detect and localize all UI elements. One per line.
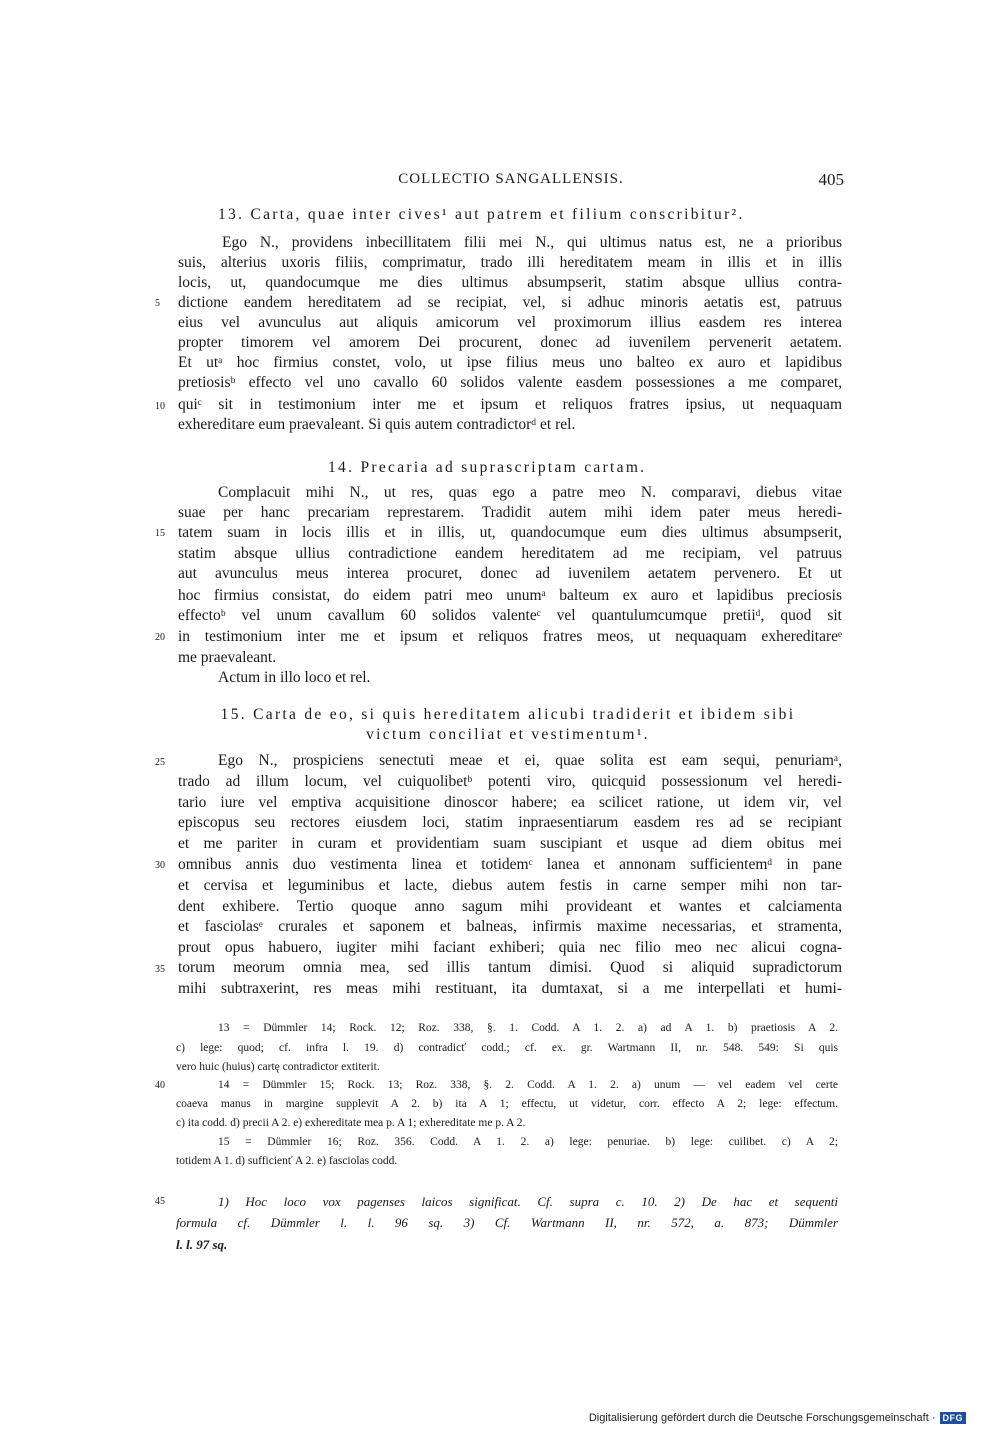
text-line: dent exhibere. Tertio quoque anno sagum mihi provideant et wantes et calciamenta bbox=[178, 898, 842, 915]
section-14-title: 14. Precaria ad suprascriptam cartam. bbox=[328, 459, 647, 476]
text-line: eius vel avunculus aut aliquis amicorum vel proximorum illius easdem res interea bbox=[178, 314, 842, 331]
apparatus-line: c) ita codd. d) precii A 2. e) exhereditate mea p. A 1; exhereditate me p. A 2. bbox=[176, 1117, 526, 1129]
line-number: 30 bbox=[155, 860, 165, 871]
section-15-title-cont: victum conciliat et vestimentum¹. bbox=[366, 726, 650, 743]
text-line: Actum in illo loco et rel. bbox=[218, 669, 371, 686]
note-line: formula cf. Dümmler l. l. 96 sq. 3) Cf. Wartmann II, nr. 572, a. 873; Dümmler bbox=[176, 1215, 838, 1230]
line-number: 45 bbox=[155, 1196, 165, 1207]
apparatus-line: 13 = Dümmler 14; Rock. 12; Roz. 338, §. 1. Codd. A 1. 2. a) ad A 1. b) praetiosis A 2. bbox=[218, 1022, 838, 1034]
running-header bbox=[176, 171, 846, 193]
text-line: et fasciolasᵉ crurales et saponem et balneas, infirmis maxime necessarias, et stramenta, bbox=[178, 918, 842, 935]
line-number: 15 bbox=[155, 528, 165, 539]
text-line: omnibus annis duo vestimenta linea et totidemᶜ lanea et annonam sufficientemᵈ in pane bbox=[178, 856, 842, 873]
section-15-title: 15. Carta de eo, si quis hereditatem alicubi tradiderit et ibidem sibi bbox=[220, 706, 796, 723]
apparatus-line: 14 = Dümmler 15; Rock. 13; Roz. 338, §. 2. Codd. A 1. 2. a) unum — vel eadem vel certe bbox=[218, 1079, 838, 1091]
text-line: Ego N., providens inbecillitatem filii mei N., qui ultimus natus est, ne a prioribus bbox=[222, 234, 842, 251]
text-line: tatem suam in locis illis et in illis, ut, quandocumque eum dies ultimus absumpserit, bbox=[178, 524, 842, 541]
text-line: aut avunculus meus interea procuret, donec ad iuvenilem aetatem pervenero. Et ut bbox=[178, 565, 842, 582]
text-line: episcopus seu rectores eiusdem loci, statim inpraesentiarum easdem res ad se recipiant bbox=[178, 814, 842, 831]
line-number: 40 bbox=[155, 1080, 165, 1091]
text-line: effectoᵇ vel unum cavallum 60 solidos valenteᶜ vel quantulumcumque pretiiᵈ, quod sit bbox=[178, 607, 842, 624]
apparatus-line: vero huic (huius) cartę contradictor extiterit. bbox=[176, 1061, 380, 1073]
text-line: dictione eandem hereditatem ad se recipiat, vel, si adhuc minoris aetatis est, patruus bbox=[178, 294, 842, 311]
digitization-credit bbox=[589, 1412, 966, 1424]
text-line: et cervisa et leguminibus et lacte, diebus autem festis in carne semper mihi non tar- bbox=[178, 877, 842, 894]
apparatus-line: coaeva manus in margine supplevit A 2. b) ita A 1; effectu, ut videtur, corr. effecto A 2; lege: effectum. bbox=[176, 1098, 838, 1110]
line-number: 5 bbox=[155, 298, 160, 309]
text-line: suis, alterius uxoris filiis, comprimatur, trado illi hereditatem meam in illis et in illis bbox=[178, 254, 842, 271]
text-line: locis, ut, quandocumque me dies ultimus absumpserit, statim absque ullius contra- bbox=[178, 274, 842, 291]
text-line: me praevaleant. bbox=[178, 649, 277, 666]
note-line: 1) Hoc loco vox pagenses laicos significat. Cf. supra c. 10. 2) De hac et sequenti bbox=[218, 1194, 838, 1209]
text-line: et me pariter in curam et providentiam suam suscipiant et usque ad diem obitus mei bbox=[178, 835, 842, 852]
apparatus-line: c) lege: quod; cf. infra l. 19. d) contradicť codd.; cf. ex. gr. Wartmann II, nr. 548. 549: Si quis bbox=[176, 1042, 838, 1054]
apparatus-line: 15 = Dümmler 16; Roz. 356. Codd. A 1. 2. a) lege: penuriae. b) lege: cuilibet. c) A 2; bbox=[218, 1136, 838, 1148]
line-number: 25 bbox=[155, 757, 165, 768]
section-13-title: 13. Carta, quae inter cives¹ aut patrem et filium conscribitur². bbox=[218, 206, 745, 223]
dfg-logo: DFG bbox=[940, 1412, 967, 1424]
text-line: Complacuit mihi N., ut res, quas ego a patre meo N. comparavi, diebus vitae bbox=[218, 484, 842, 501]
text-line: in testimonium inter me et ipsum et reliquos fratres meos, ut nequaquam exhereditareᵉ bbox=[178, 628, 842, 645]
running-title: COLLECTIO SANGALLENSIS. bbox=[398, 171, 624, 187]
line-number: 35 bbox=[155, 964, 165, 975]
page-number: 405 bbox=[818, 170, 844, 189]
line-number: 20 bbox=[155, 632, 165, 643]
text-line: pretiosisᵇ effecto vel uno cavallo 60 solidos valente easdem possessiones a me comparet, bbox=[178, 374, 842, 391]
text-line: mihi subtraxerint, res meas mihi restituant, ita dumtaxat, si a me interpellati et humi- bbox=[178, 980, 842, 997]
text-line: quiᶜ sit in testimonium inter me et ipsum et reliquos fratres ipsius, ut nequaquam bbox=[178, 396, 842, 413]
text-line: torum meorum omnia mea, sed illis tantum dimisi. Quod si aliquid supradictorum bbox=[178, 959, 842, 976]
text-line: propter timorem vel amorem Dei procurent, donec ad iuvenilem pervenerit aetatem. bbox=[178, 334, 842, 351]
text-line: hoc firmius consistat, do eidem patri meo unumᵃ balteum ex auro et lapidibus preciosis bbox=[178, 587, 842, 604]
note-line: l. l. 97 sq. bbox=[176, 1237, 228, 1252]
text-line: prout opus habuero, iugiter mihi faciant exhiberi; quia nec filio meo nec alicui cogna- bbox=[178, 939, 842, 956]
text-line: tario iure vel emptiva acquisitione dinoscor habere; ea scilicet ratione, ut idem vir, vel bbox=[178, 794, 842, 811]
text-line: exhereditare eum praevaleant. Si quis autem contradictorᵈ et rel. bbox=[178, 416, 576, 433]
text-line: Et utᵃ hoc firmius constet, volo, ut ipse filius meus uno balteo ex auro et lapidibus bbox=[178, 354, 842, 371]
text-line: trado ad illum locum, vel cuiquolibetᵇ potenti viro, quicquid possessionum vel heredi- bbox=[178, 773, 842, 790]
text-line: Ego N., prospiciens senectuti meae et ei, quae solita est eam sequi, penuriamᵃ, bbox=[218, 752, 842, 769]
text-line: suae per hanc precariam represtarem. Tradidit autem mihi idem pater meus heredi- bbox=[178, 504, 842, 521]
apparatus-line: totidem A 1. d) sufficienť A 2. e) fasciolas codd. bbox=[176, 1155, 398, 1167]
line-number: 10 bbox=[155, 401, 165, 412]
credit-text: Digitalisierung gefördert durch die Deutsche Forschungsgemeinschaft · bbox=[588, 1412, 936, 1424]
text-line: statim absque ullius contradictione eandem hereditatem ad me recipiam, vel patruus bbox=[178, 545, 842, 562]
